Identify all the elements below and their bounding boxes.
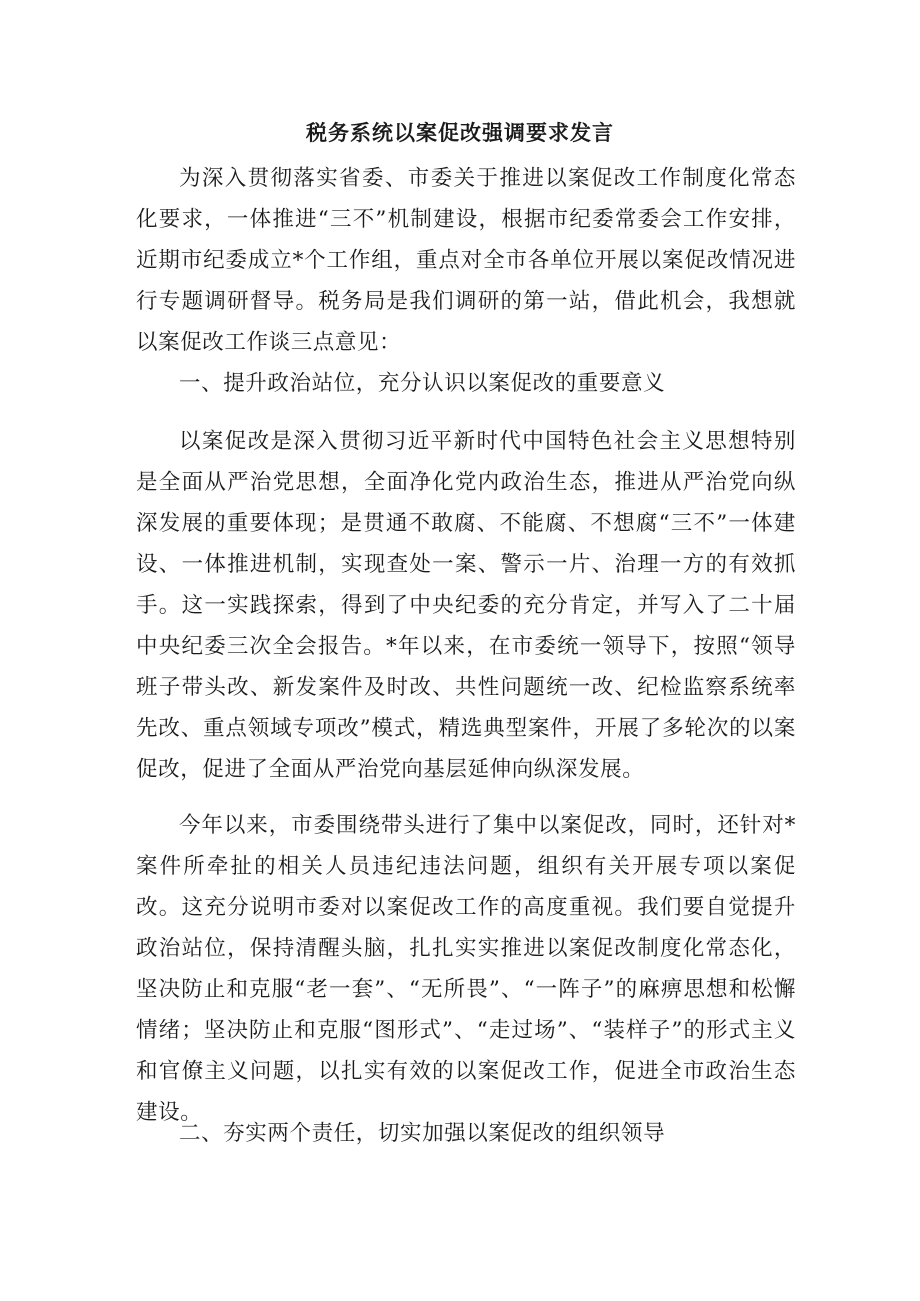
document-title: 税务系统以案促改强调要求发言 — [306, 120, 614, 145]
section1-paragraph-2: 今年以来，市委围绕带头进行了集中以案促改，同时，还针对*案件所牵扯的相关人员违纪违法问题，组织有关开展专项以案促改。这充分说明市委对以案促改工作的高度重视。我们要自觉提升政治站位，保持清醒头脑，扎扎实实推进以案促改制度化常态化，坚决防止和克服“老一套”、“无所畏”、“一阵子”的麻痹思想和松懈情绪；坚决防止和克服“图形式”、“走过场”、“装样子”的形式主义和官僚主义问题，以扎实有效的以案促改工作，促进全市政治生态建设。 — [136, 813, 796, 1125]
intro-paragraph: 为深入贯彻落实省委、市委关于推进以案促改工作制度化常态化要求，一体推进“三不”机制建设，根据市纪委常委会工作安排，近期市纪委成立*个工作组，重点对全市各单位开展以案促改情况进行专题调研督导。税务局是我们调研的第一站，借此机会，我想就以案促改工作谈三点意见： — [136, 166, 796, 355]
section-heading-2: 二、夯实两个责任，切实加强以案促改的组织领导 — [179, 1121, 666, 1146]
section1-paragraph-1: 以案促改是深入贯彻习近平新时代中国特色社会主义思想特别是全面从严治党思想，全面净化党内政治生态，推进从严治党向纵深发展的重要体现；是贯通不敢腐、不能腐、不想腐“三不”一体建设、一体推进机制，实现查处一案、警示一片、治理一方的有效抓手。这一实践探索，得到了中央纪委的充分肯定，并写入了二十届中央纪委三次全会报告。*年以来，在市委统一领导下，按照“领导班子带头改、新发案件及时改、共性问题统一改、纪检监察系统率先改、重点领域专项改”模式，精选典型案件，开展了多轮次的以案促改，促进了全面从严治党向基层延伸向纵深发展。 — [136, 429, 796, 782]
section-heading-1: 一、提升政治站位，充分认识以案促改的重要意义 — [179, 371, 666, 396]
